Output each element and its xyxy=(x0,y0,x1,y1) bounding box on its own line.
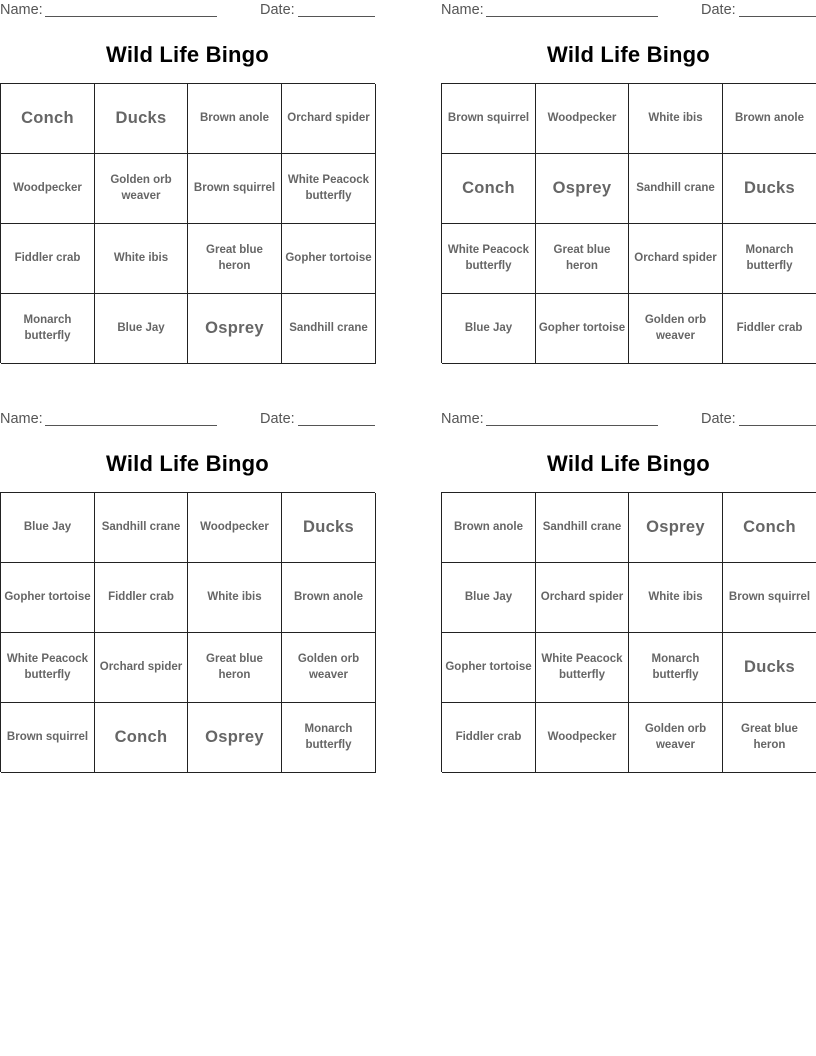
bingo-cell[interactable]: Brown squirrel xyxy=(723,563,816,633)
bingo-cell[interactable]: White ibis xyxy=(188,563,282,633)
bingo-cell[interactable]: Brown anole xyxy=(188,84,282,154)
bingo-cell[interactable]: White ibis xyxy=(95,224,188,294)
bingo-cell[interactable]: Gopher tortoise xyxy=(1,563,95,633)
name-field[interactable] xyxy=(45,16,217,17)
bingo-cell[interactable]: White Peacock butterfly xyxy=(282,154,376,224)
bingo-cell[interactable]: Great blue heron xyxy=(188,633,282,703)
name-label: Name: xyxy=(0,2,43,18)
date-field[interactable] xyxy=(298,425,375,426)
bingo-card-3 xyxy=(0,409,375,779)
name-field[interactable] xyxy=(45,425,217,426)
bingo-cell[interactable]: Sandhill crane xyxy=(536,493,629,563)
bingo-cell[interactable]: Gopher tortoise xyxy=(536,294,629,364)
bingo-cell[interactable]: Orchard spider xyxy=(536,563,629,633)
bingo-cell[interactable]: Brown anole xyxy=(723,84,816,154)
date-label: Date: xyxy=(260,2,295,18)
bingo-cell[interactable]: Brown anole xyxy=(442,493,536,563)
card-header xyxy=(441,411,816,429)
bingo-cell[interactable]: Osprey xyxy=(188,703,282,773)
bingo-cell[interactable]: Great blue heron xyxy=(188,224,282,294)
bingo-cell[interactable]: Blue Jay xyxy=(1,493,95,563)
bingo-cell[interactable]: Fiddler crab xyxy=(95,563,188,633)
bingo-cell[interactable]: Ducks xyxy=(723,154,816,224)
bingo-cell[interactable]: Sandhill crane xyxy=(95,493,188,563)
bingo-cell[interactable]: Ducks xyxy=(723,633,816,703)
bingo-cell[interactable]: Fiddler crab xyxy=(442,703,536,773)
bingo-cell[interactable]: Golden orb weaver xyxy=(95,154,188,224)
name-field[interactable] xyxy=(486,425,658,426)
bingo-cell[interactable]: Fiddler crab xyxy=(723,294,816,364)
bingo-cell[interactable]: White Peacock butterfly xyxy=(536,633,629,703)
bingo-cell[interactable]: Orchard spider xyxy=(282,84,376,154)
name-label: Name: xyxy=(441,411,484,427)
bingo-cell[interactable]: White Peacock butterfly xyxy=(442,224,536,294)
bingo-cell[interactable]: Blue Jay xyxy=(442,294,536,364)
bingo-cell[interactable]: Blue Jay xyxy=(442,563,536,633)
bingo-grid xyxy=(441,83,816,363)
bingo-cell[interactable]: Orchard spider xyxy=(629,224,723,294)
bingo-card-4 xyxy=(441,409,816,779)
date-label: Date: xyxy=(701,411,736,427)
bingo-cell[interactable]: Monarch butterfly xyxy=(282,703,376,773)
bingo-cell[interactable]: Brown squirrel xyxy=(188,154,282,224)
bingo-card-1 xyxy=(0,0,375,370)
bingo-cell[interactable]: Monarch butterfly xyxy=(723,224,816,294)
bingo-cell[interactable]: Osprey xyxy=(536,154,629,224)
bingo-cell[interactable]: Woodpecker xyxy=(1,154,95,224)
name-field[interactable] xyxy=(486,16,658,17)
bingo-cell[interactable]: Golden orb weaver xyxy=(629,294,723,364)
bingo-cell[interactable]: Sandhill crane xyxy=(629,154,723,224)
bingo-cell[interactable]: Ducks xyxy=(95,84,188,154)
bingo-cell[interactable]: Ducks xyxy=(282,493,376,563)
card-title: Wild Life Bingo xyxy=(106,451,269,476)
bingo-cell[interactable]: Conch xyxy=(723,493,816,563)
bingo-cell[interactable]: Conch xyxy=(442,154,536,224)
bingo-cell[interactable]: Brown anole xyxy=(282,563,376,633)
name-label: Name: xyxy=(441,2,484,18)
bingo-cell[interactable]: Conch xyxy=(1,84,95,154)
bingo-cell[interactable]: Woodpecker xyxy=(188,493,282,563)
card-title: Wild Life Bingo xyxy=(547,42,710,67)
bingo-grid xyxy=(0,492,375,772)
date-field[interactable] xyxy=(298,16,375,17)
bingo-cell[interactable]: Woodpecker xyxy=(536,703,629,773)
bingo-cell[interactable]: Osprey xyxy=(188,294,282,364)
bingo-cell[interactable]: Great blue heron xyxy=(536,224,629,294)
bingo-cell[interactable]: Woodpecker xyxy=(536,84,629,154)
bingo-cell[interactable]: Golden orb weaver xyxy=(629,703,723,773)
card-header xyxy=(441,2,816,20)
bingo-cell[interactable]: Golden orb weaver xyxy=(282,633,376,703)
date-label: Date: xyxy=(260,411,295,427)
bingo-cell[interactable]: Conch xyxy=(95,703,188,773)
bingo-cell[interactable]: Monarch butterfly xyxy=(1,294,95,364)
bingo-cell[interactable]: Gopher tortoise xyxy=(442,633,536,703)
card-title: Wild Life Bingo xyxy=(547,451,710,476)
bingo-cell[interactable]: White Peacock butterfly xyxy=(1,633,95,703)
bingo-grid xyxy=(0,83,375,363)
bingo-cell[interactable]: Orchard spider xyxy=(95,633,188,703)
name-label: Name: xyxy=(0,411,43,427)
bingo-cell[interactable]: Osprey xyxy=(629,493,723,563)
date-field[interactable] xyxy=(739,425,816,426)
card-header xyxy=(0,411,375,429)
bingo-cell[interactable]: Sandhill crane xyxy=(282,294,376,364)
bingo-cell[interactable]: Blue Jay xyxy=(95,294,188,364)
bingo-cell[interactable]: Monarch butterfly xyxy=(629,633,723,703)
bingo-cell[interactable]: Fiddler crab xyxy=(1,224,95,294)
bingo-cell[interactable]: White ibis xyxy=(629,563,723,633)
card-title: Wild Life Bingo xyxy=(106,42,269,67)
bingo-cell[interactable]: White ibis xyxy=(629,84,723,154)
date-field[interactable] xyxy=(739,16,816,17)
bingo-cell[interactable]: Brown squirrel xyxy=(1,703,95,773)
bingo-card-2 xyxy=(441,0,816,370)
date-label: Date: xyxy=(701,2,736,18)
bingo-grid xyxy=(441,492,816,772)
bingo-cell[interactable]: Gopher tortoise xyxy=(282,224,376,294)
bingo-cell[interactable]: Brown squirrel xyxy=(442,84,536,154)
bingo-cell[interactable]: Great blue heron xyxy=(723,703,816,773)
card-header xyxy=(0,2,375,20)
